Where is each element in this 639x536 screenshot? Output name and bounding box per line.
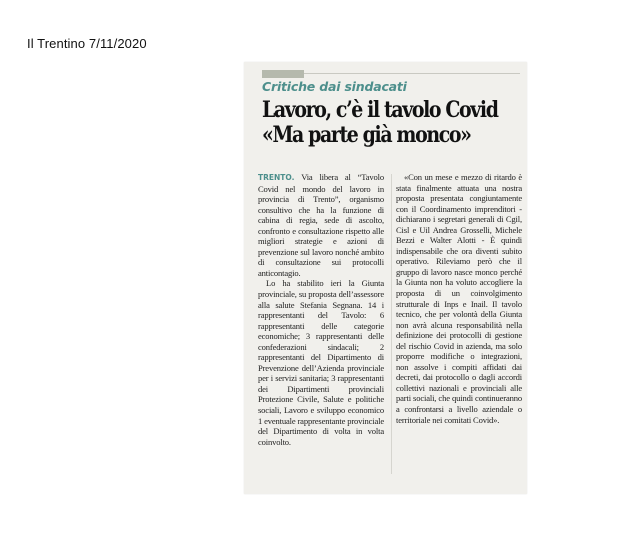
headline-line-2: «Ma parte già monco» (262, 122, 471, 148)
column-divider (391, 174, 392, 474)
newspaper-clipping (244, 62, 527, 494)
kicker: Critiche dai sindacati (262, 79, 407, 94)
left-column (258, 172, 384, 447)
dateline: TRENTO. (258, 173, 295, 182)
top-rule (304, 73, 520, 74)
article-body (258, 172, 523, 490)
headline (262, 98, 524, 148)
paragraph: Lo ha stabilito ieri la Giunta provinciale, su proposta dell’assessore alla salute Stefania Segnana. 14 i rappresentanti del Tavolo: 6 rappresentanti delle categorie economiche; 3 rappresentanti delle confederazioni sindacali; 2 rappresentanti del Dipartimento di Prevenzione dell’Azienda provinciale per i servizi sanitaria; 3 rappresentanti dei Dipartimenti provinciali Protezione Civile, Salute e politiche sociali, Lavoro e sviluppo economico 1 eventuale rappresentante provinciale del Dipartimento di volta in volta coinvolto. (258, 278, 385, 447)
source-caption: Il Trentino 7/11/2020 (27, 36, 147, 51)
paragraph: «Con un mese e mezzo di ritardo è stata finalmente attuata una nostra proposta presentata congiuntamente con il Coordinamento imprenditori - dichiarano i segretari generali di Cgil, Cisl e Uil Andrea Grosselli, Michele Bezzi e Walter Alotti - È quindi indispensabile che ora diventi subito operativo. Rileviamo però che il gruppo di lavoro nasce monco perché la Giunta non ha voluto accogliere la proposta di un coinvolgimento strutturale di Inps e Inail. Il tavolo tecnico, che per volontà della Giunta non avrà alcuna responsabilità nella definizione dei protocolli di gestione del rischio Covid in azienda, ma solo proporre modifiche o integrazioni, non assolve i compiti affidati dai decreti, dai protocollo o dagli accordi collettivi nazionali e provinciali alle parti sociali, che quindi continueranno a confrontarsi a livello aziendale o territoriale nei comitati Covid». (396, 172, 522, 425)
headline-line-1: Lavoro, c’è il tavolo Covid (262, 97, 498, 123)
paragraph (258, 172, 384, 278)
section-color-bar (262, 70, 304, 78)
right-column (396, 172, 522, 425)
paragraph-text: Via libera al “Tavolo Covid nel mondo del lavoro in provincia di Trento”, organismo consultivo che ha la funzione di cabina di regia, sede di ascolto, confronto e consultazione rispetto alle migliori strategie e azioni di prevenzione sul lavoro nonché ambito di consultazione sui protocolli anticontagio. (258, 172, 384, 278)
